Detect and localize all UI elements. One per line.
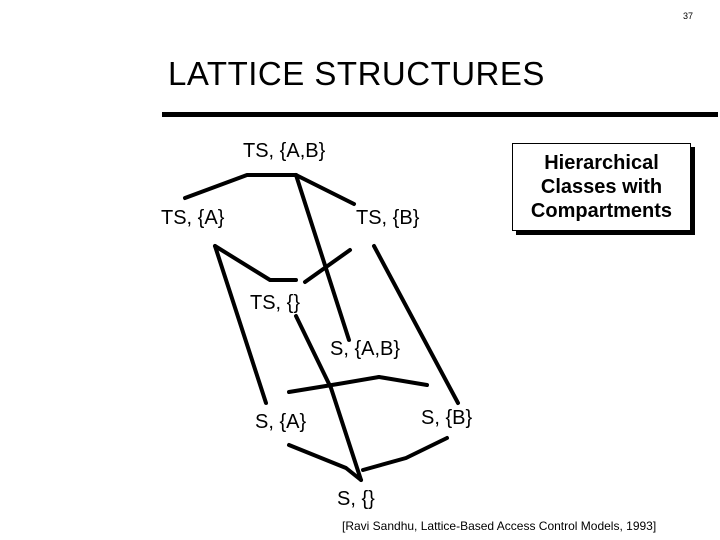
node-s-empty: S, {} [337,488,375,510]
edge-sb-sempty [363,438,447,470]
edge-sab-sb [379,377,427,385]
edge-sab-sa [289,377,379,392]
node-ts-b: TS, {B} [356,207,420,229]
node-s-b: S, {B} [421,407,473,429]
node-ts-a: TS, {A} [161,207,225,229]
callout-text: Hierarchical Classes with Compartments [530,152,673,222]
node-s-a: S, {A} [255,411,307,433]
node-ts-empty: TS, {} [250,292,301,314]
slide-title: LATTICE STRUCTURES [168,55,545,92]
node-ts-ab: TS, {A,B} [243,140,326,162]
edge-tsa-sa [215,246,266,403]
citation: [Ravi Sandhu, Lattice-Based Access Control Models, 1993] [342,519,657,533]
node-s-ab: S, {A,B} [330,338,401,360]
edge-tsa-tsempty [215,246,296,280]
edge-tsab-tsa [185,175,296,198]
slide-number: 37 [683,11,694,21]
callout-box [512,143,691,231]
